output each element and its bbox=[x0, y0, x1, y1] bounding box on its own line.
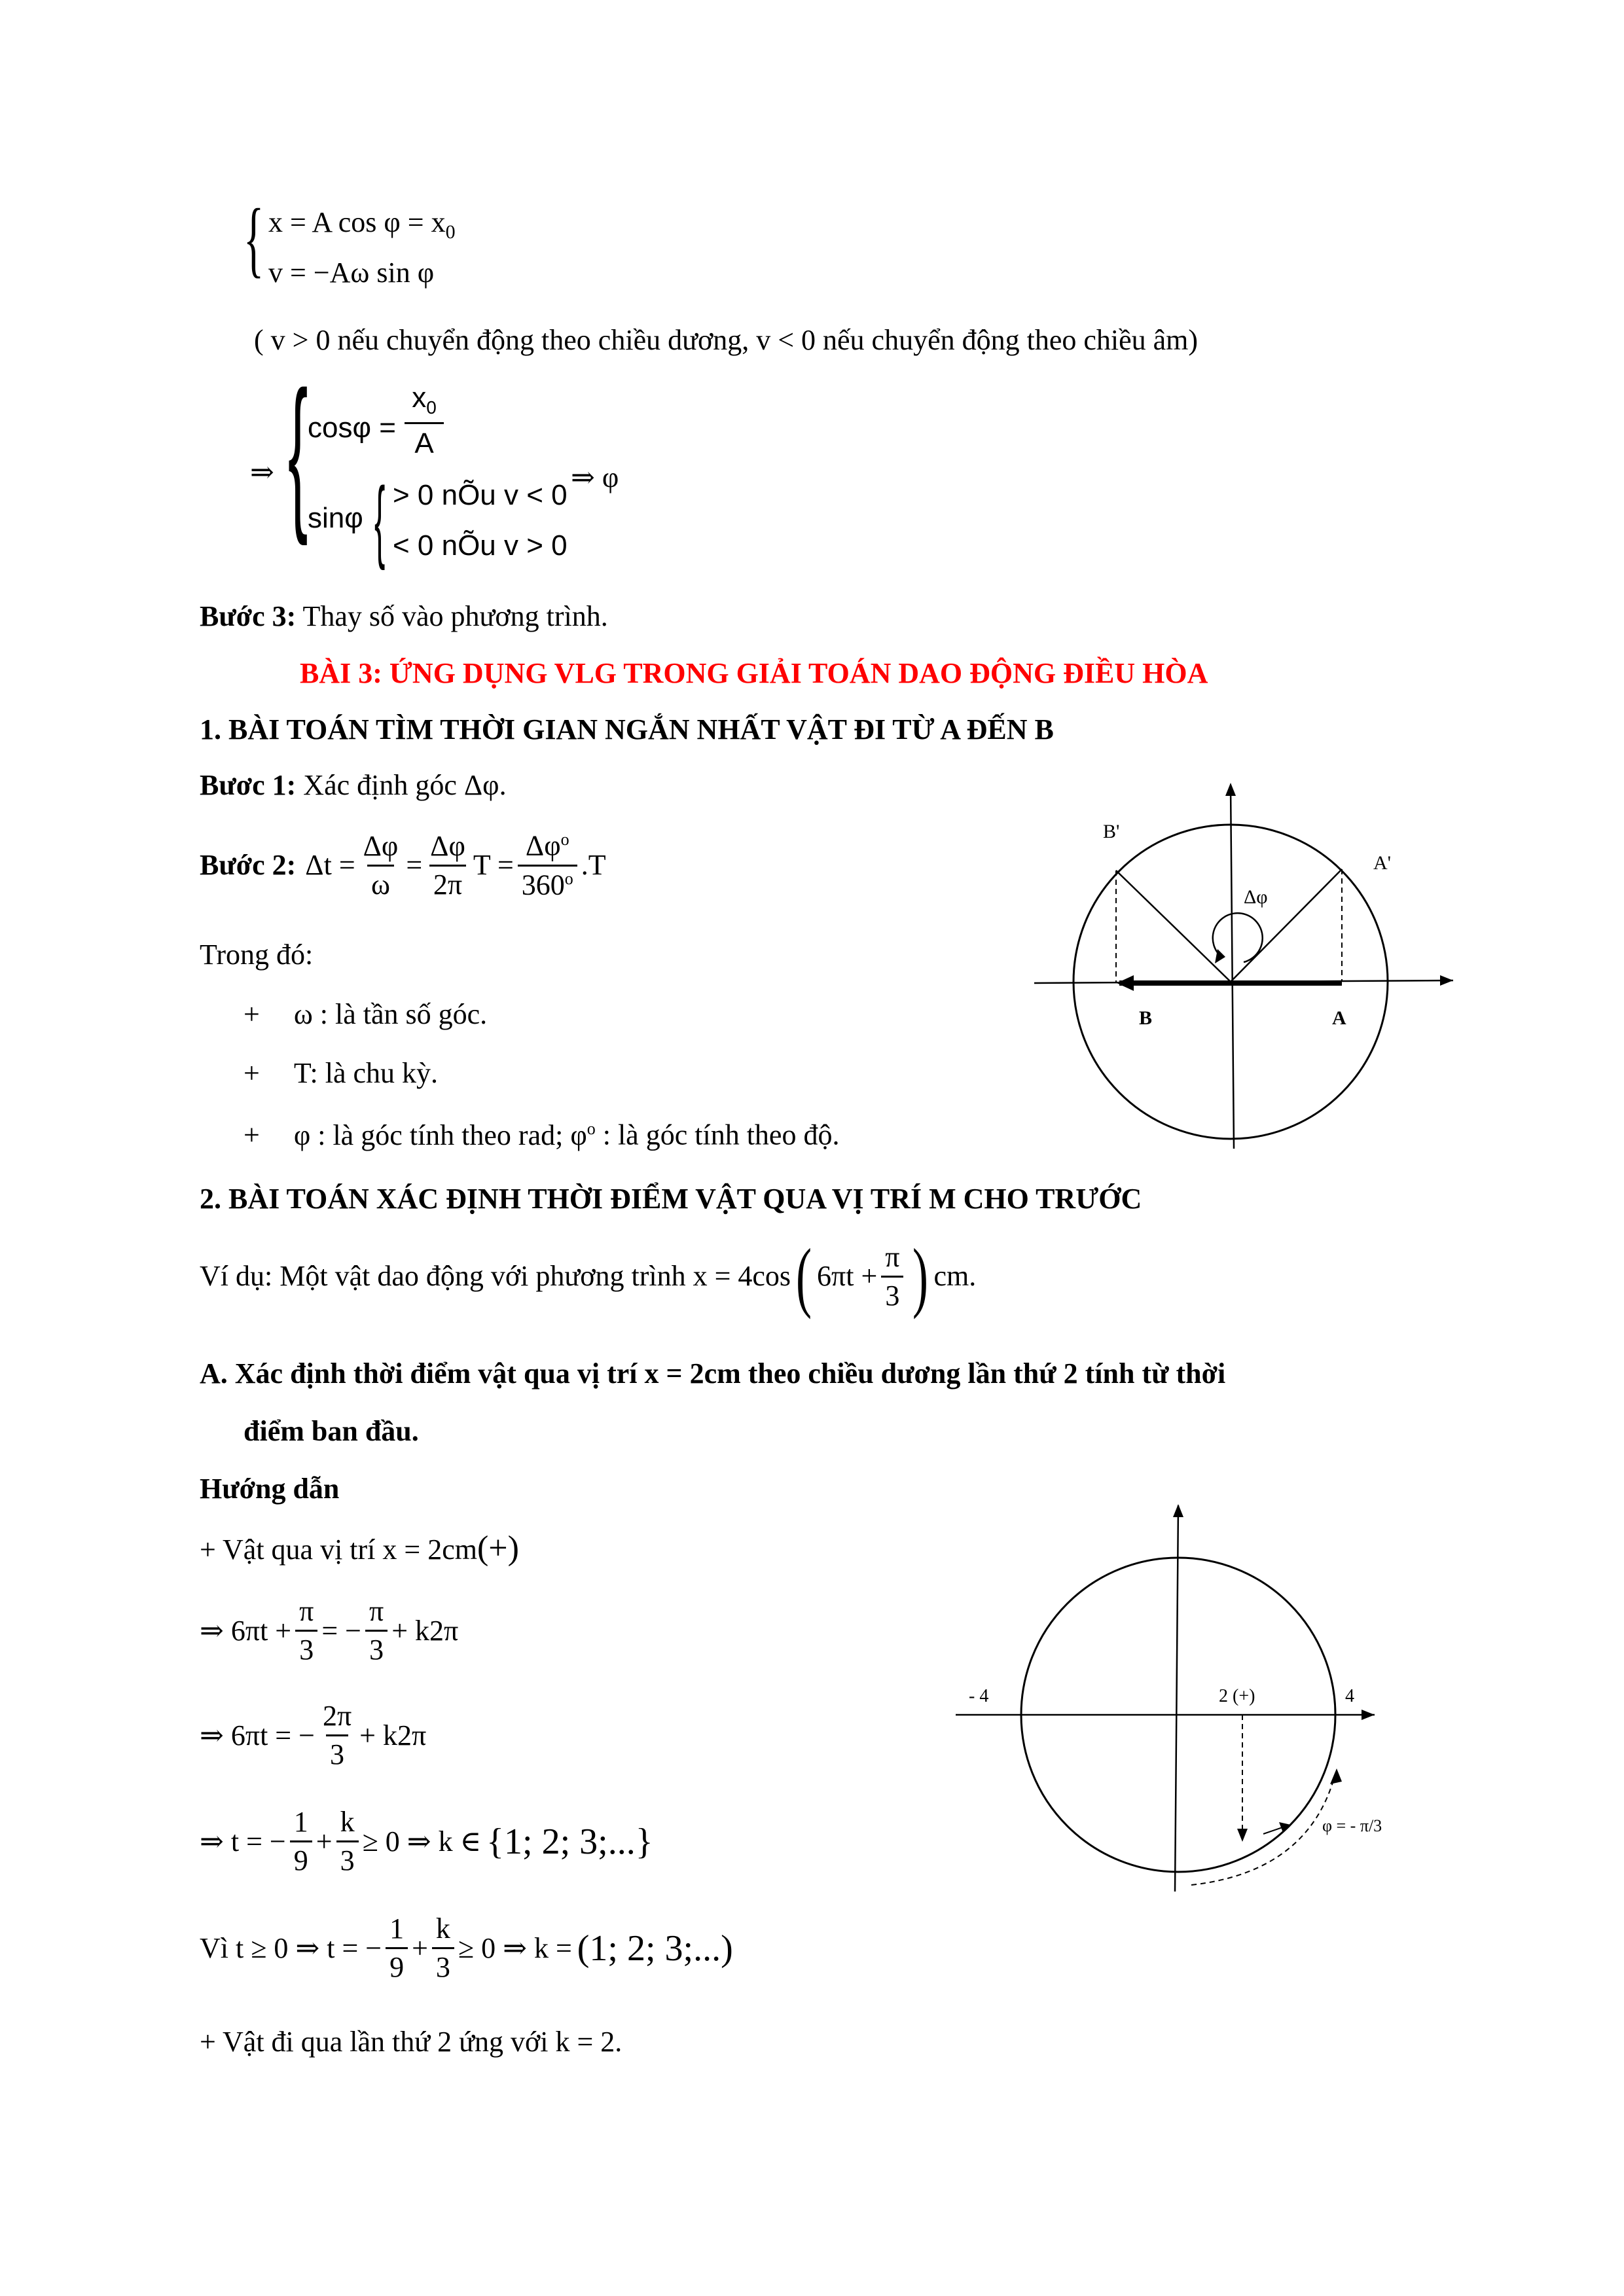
case-1: > 0 nÕu v < 0 bbox=[393, 479, 568, 511]
proj-arrowhead bbox=[1237, 1829, 1248, 1842]
label-dphi: Δφ bbox=[1244, 886, 1268, 908]
sol-l1-frac-1 bbox=[295, 1597, 317, 1664]
sol-l4-9: 9 bbox=[386, 1947, 408, 1982]
bullet-sym: + bbox=[244, 1057, 260, 1089]
sol-l4-k: k bbox=[435, 1912, 450, 1945]
y-arrow-2 bbox=[1173, 1504, 1183, 1517]
sol-l4-frac-2 bbox=[432, 1914, 454, 1982]
bullet-T bbox=[244, 1059, 438, 1088]
implies-arrow-1: ⇒ bbox=[250, 456, 274, 488]
step-3 bbox=[200, 602, 608, 631]
dt-label: Δt = bbox=[305, 849, 355, 882]
sol-l4-3: 3 bbox=[432, 1947, 454, 1982]
frac-1-den: ω bbox=[367, 865, 394, 899]
bullet-sym: + bbox=[244, 1119, 260, 1151]
x-arrow-1 bbox=[1440, 975, 1453, 986]
example-pi: π bbox=[885, 1240, 900, 1273]
sol-l2-den: 3 bbox=[326, 1734, 348, 1769]
frac-3 bbox=[518, 831, 577, 899]
sol-line-3 bbox=[200, 1808, 653, 1875]
T-eq: T = bbox=[473, 849, 514, 882]
sol-line-4 bbox=[200, 1914, 733, 1982]
sol-l1-pi2: π bbox=[369, 1595, 384, 1627]
x-arrow-2 bbox=[1362, 1710, 1375, 1720]
sol-l1-3: 3 bbox=[295, 1630, 317, 1664]
direction-note: ( v > 0 nếu chuyển động theo chiều dương, v < 0 nếu chuyển động theo chiều âm) bbox=[254, 324, 1199, 356]
brace-3: { bbox=[374, 468, 386, 571]
equation-v: v = −Aω sin φ bbox=[268, 257, 435, 289]
x0-label: x bbox=[412, 382, 427, 414]
sol-l1-frac-2 bbox=[365, 1597, 388, 1664]
sol-line-2 bbox=[200, 1702, 426, 1769]
step-3-text: Thay số vào phương trình. bbox=[296, 600, 608, 632]
cos-label: cosφ = bbox=[308, 412, 396, 444]
bullet-phi bbox=[244, 1121, 839, 1150]
paren-open: ( bbox=[796, 1232, 812, 1319]
sol-l2a: ⇒ 6πt = − bbox=[200, 1719, 315, 1751]
bullet-omega bbox=[244, 1000, 487, 1029]
sol-l3-k: k bbox=[340, 1806, 355, 1838]
bullet-text: T: là chu kỳ. bbox=[293, 1057, 439, 1089]
tail-T: .T bbox=[581, 849, 606, 882]
frac-2-den: 2π bbox=[429, 865, 466, 899]
frac-3-den: 360 bbox=[521, 869, 565, 901]
bullet-sup: o bbox=[586, 1119, 596, 1138]
lesson-title: BÀI 3: ỨNG DỤNG VLG TRONG GIẢI TOÁN DAO ĐỘNG ĐIỀU HÒA bbox=[300, 657, 1208, 689]
bullet-text: ω : là tần số góc. bbox=[293, 998, 488, 1030]
sol-l1-32: 3 bbox=[365, 1630, 388, 1664]
bullet-sym: + bbox=[244, 998, 260, 1030]
sol-l1c: + k2π bbox=[391, 1614, 459, 1647]
example-three: 3 bbox=[881, 1276, 903, 1310]
sol-l3-set: {1; 2; 3;...} bbox=[486, 1821, 653, 1862]
figure-circle-ab bbox=[1034, 772, 1466, 1152]
sol-l4a: Vì t ≥ 0 ⇒ t = − bbox=[200, 1931, 382, 1964]
sol-l1b: = − bbox=[321, 1614, 361, 1647]
sol-l3-1: 1 bbox=[293, 1806, 308, 1838]
eq-sign: = bbox=[406, 849, 423, 882]
case-2: < 0 nÕu v > 0 bbox=[393, 529, 568, 562]
sol-l3-frac-2 bbox=[336, 1808, 359, 1875]
example-line bbox=[200, 1232, 977, 1319]
sol-l4-1: 1 bbox=[389, 1912, 405, 1945]
example-frac bbox=[881, 1240, 903, 1312]
section-2-title: 2. BÀI TOÁN XÁC ĐỊNH THỜI ĐIỂM VẬT QUA VỊ TRÍ M CHO TRƯỚC bbox=[200, 1183, 1142, 1215]
sin-label: sinφ bbox=[308, 502, 363, 534]
sol-bullet-1-paren: (+) bbox=[477, 1530, 519, 1567]
x0-sub: 0 bbox=[426, 397, 437, 418]
y-axis-2 bbox=[1175, 1505, 1178, 1892]
brace-2: { bbox=[288, 357, 308, 547]
label-Bp: B' bbox=[1103, 821, 1120, 842]
radius-B bbox=[1116, 870, 1231, 982]
cos-frac bbox=[405, 384, 444, 458]
y-axis-1 bbox=[1231, 785, 1234, 1149]
frac-3-num-sup: o bbox=[560, 830, 569, 849]
sol-bullet-2: + Vật đi qua lần thứ 2 ứng với k = 2. bbox=[200, 2026, 623, 2058]
label-minus-4: - 4 bbox=[969, 1686, 989, 1706]
sol-l4-plus: + bbox=[412, 1931, 428, 1964]
label-plus-4: 4 bbox=[1345, 1686, 1354, 1706]
frac-2 bbox=[426, 829, 469, 901]
frac-1 bbox=[359, 829, 403, 901]
sol-l3c: ≥ 0 ⇒ k ∈ bbox=[362, 1825, 482, 1857]
equation-x bbox=[268, 208, 456, 242]
sol-l2-num: 2π bbox=[322, 1700, 352, 1732]
frac-1-num: Δφ bbox=[363, 829, 399, 862]
bold-arrowhead bbox=[1117, 975, 1134, 991]
y-arrow-1 bbox=[1225, 783, 1236, 796]
sol-l4-set: (1; 2; 3;...) bbox=[577, 1928, 733, 1969]
example-arg: 6πt + bbox=[817, 1260, 878, 1292]
bullet-text-2: : là góc tính theo độ. bbox=[595, 1119, 840, 1151]
figure-circle-2 bbox=[956, 1499, 1427, 1905]
label-phi: φ = - π/3 bbox=[1322, 1816, 1382, 1835]
example-unit: cm. bbox=[933, 1260, 977, 1292]
label-Ap: A' bbox=[1373, 852, 1392, 874]
part-a-line-2: điểm ban đầu. bbox=[244, 1415, 419, 1447]
sol-l4-frac-1 bbox=[386, 1914, 408, 1982]
section-1-title: 1. BÀI TOÁN TÌM THỜI GIAN NGẮN NHẤT VẬT ĐI TỪ A ĐẾN B bbox=[200, 713, 1054, 745]
bullet-text: φ : là góc tính theo rad; φ bbox=[293, 1119, 587, 1151]
A-label: A bbox=[405, 422, 444, 458]
frac-3-num: Δφ bbox=[525, 829, 561, 862]
s1-step-2 bbox=[200, 831, 606, 899]
sol-bullet-1-text: + Vật qua vị trí x = 2cm bbox=[200, 1534, 477, 1566]
label-A: A bbox=[1332, 1007, 1346, 1029]
sol-l3-plus: + bbox=[316, 1825, 333, 1857]
s1-step-1 bbox=[200, 771, 507, 800]
eq-x-sub: 0 bbox=[445, 221, 456, 243]
step-3-label: Bước 3: bbox=[200, 600, 297, 632]
sol-l2c: + k2π bbox=[359, 1719, 427, 1751]
label-B: B bbox=[1139, 1007, 1153, 1029]
s1-step-1-label: Bươc 1: bbox=[200, 769, 297, 801]
sol-l3-9: 9 bbox=[290, 1840, 312, 1875]
s1-step-1-text: Xác định góc Δφ. bbox=[296, 769, 507, 801]
frac-2-num: Δφ bbox=[430, 829, 465, 862]
trong-do: Trong đó: bbox=[200, 939, 314, 971]
sol-l3a: ⇒ t = − bbox=[200, 1825, 286, 1857]
sol-l1a: ⇒ 6πt + bbox=[200, 1614, 292, 1647]
sol-l4c: ≥ 0 ⇒ k = bbox=[458, 1931, 572, 1964]
eq-x-text: x = A cos φ = x bbox=[268, 206, 446, 238]
frac-3-den-sup: o bbox=[564, 869, 573, 888]
sol-l2-frac bbox=[319, 1702, 355, 1769]
part-a-line-1: A. Xác định thời điểm vật qua vị trí x = 2cm theo chiều dương lần thứ 2 tính từ thời bbox=[200, 1357, 1226, 1390]
sol-line-1 bbox=[200, 1597, 458, 1664]
brace-1: { bbox=[244, 192, 264, 286]
paren-close: ) bbox=[912, 1232, 929, 1319]
sol-l1-pi: π bbox=[299, 1595, 314, 1627]
guide-heading: Hướng dẫn bbox=[200, 1473, 340, 1505]
example-prefix: Ví dụ: Một vật dao động với phương trình x = 4cos bbox=[200, 1260, 791, 1292]
rotation-arrow bbox=[1330, 1768, 1342, 1784]
sol-bullet-1 bbox=[200, 1532, 519, 1566]
phi-result: ⇒ φ bbox=[571, 461, 619, 493]
label-2-plus: 2 (+) bbox=[1219, 1686, 1255, 1706]
s1-step-2-label: Bước 2: bbox=[200, 849, 297, 882]
sol-l3-3: 3 bbox=[336, 1840, 359, 1875]
sol-l3-frac-1 bbox=[290, 1808, 312, 1875]
